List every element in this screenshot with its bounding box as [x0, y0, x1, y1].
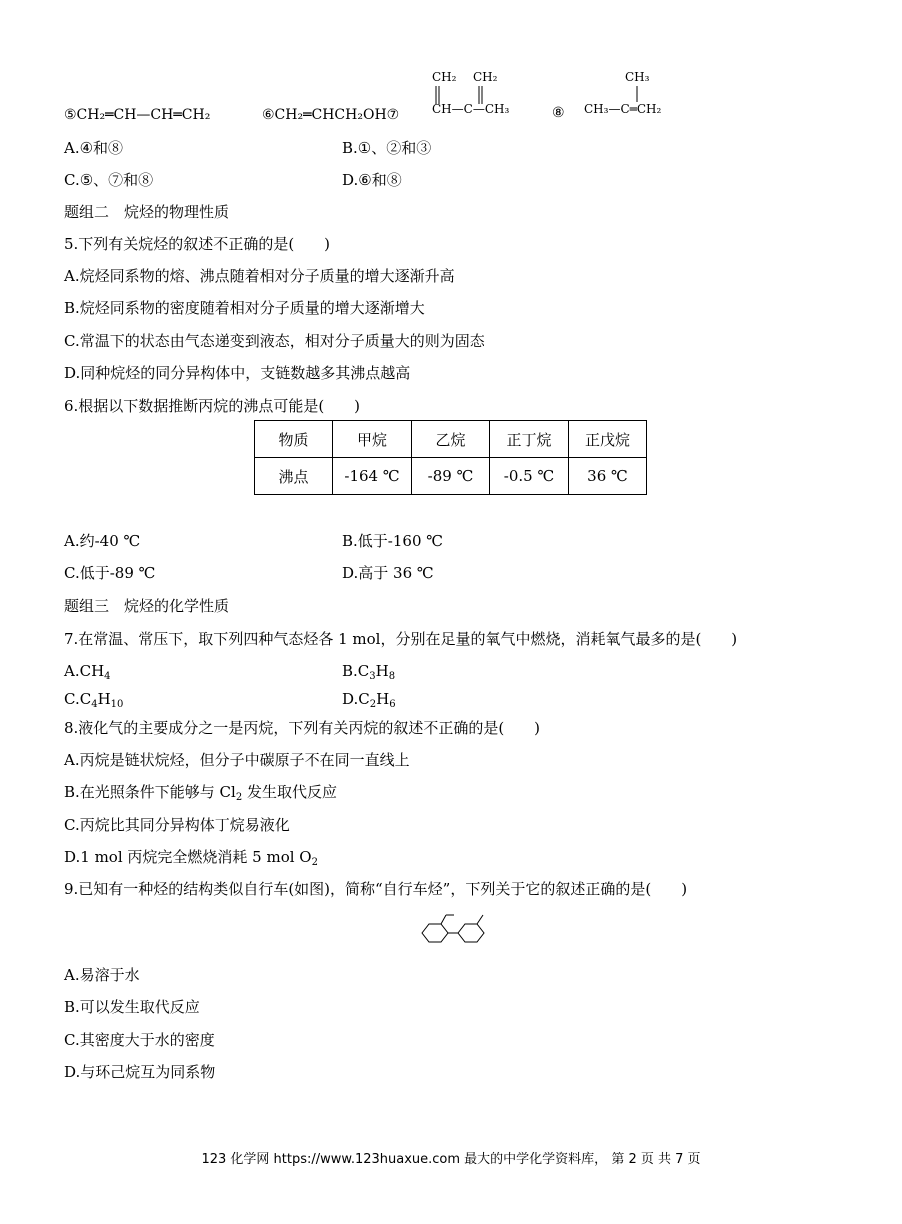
- subscript: 2: [369, 699, 377, 710]
- q7-option-c-text: C.C: [64, 690, 92, 708]
- subscript: 4: [91, 699, 98, 710]
- table-cell: 正戊烷: [569, 421, 647, 458]
- group2-title: 题组二 烷烃的物理性质: [64, 203, 230, 221]
- q7-option-d: [342, 689, 396, 715]
- page-footer: 123 化学网 https://www.123huaxue.com 最大的中学化学资料库， 第 2 页 共 7 页: [201, 1152, 701, 1167]
- q9-option-d: D.与环己烷互为同系物: [64, 1063, 216, 1081]
- q6-stem: 6.根据以下数据推断丙烷的沸点可能是( ): [64, 397, 361, 415]
- table-cell: 沸点: [255, 458, 333, 495]
- formula-5: ⑤CH₂═CH—CH═CH₂: [64, 107, 211, 123]
- q7-option-d-text: D.C: [342, 690, 370, 708]
- q8-option-b: [64, 782, 337, 808]
- q7-option-c-text: H: [97, 690, 111, 708]
- q9-option-a: A.易溶于水: [64, 966, 140, 984]
- table-header-row: [255, 421, 647, 458]
- formula-8-number: ⑧: [552, 105, 565, 121]
- table-cell: 36 ℃: [569, 458, 647, 495]
- q4-option-d: D.⑥和⑧: [342, 171, 402, 189]
- q6-option-c: C.低于-89 ℃: [64, 564, 156, 582]
- q9-option-c: C.其密度大于水的密度: [64, 1031, 215, 1049]
- subscript: 3: [369, 671, 376, 682]
- formula-6: ⑥CH₂═CHCH₂OH⑦: [262, 107, 400, 123]
- formula-7-main: CH—C—CH₃: [432, 102, 510, 116]
- q8-stem: 8.液化气的主要成分之一是丙烷，下列有关丙烷的叙述不正确的是( ): [64, 719, 541, 737]
- q5-option-d: D.同种烷烃的同分异构体中，支链数越多其沸点越高: [64, 364, 411, 382]
- subscript: 4: [104, 671, 111, 682]
- table-cell: -89 ℃: [412, 458, 490, 495]
- table-cell: 乙烷: [412, 421, 490, 458]
- q7-option-b-text: B.C: [342, 662, 370, 680]
- formula-8-main: CH₃—C═CH₂: [584, 102, 662, 116]
- table-row: [255, 458, 647, 495]
- subscript: 6: [389, 699, 396, 710]
- table-cell: 甲烷: [333, 421, 412, 458]
- q5-option-a: A.烷烃同系物的熔、沸点随着相对分子质量的增大逐渐升高: [64, 267, 455, 285]
- q7-option-a: [64, 661, 111, 687]
- subscript: 2: [235, 792, 243, 803]
- table-cell: -164 ℃: [333, 458, 412, 495]
- q4-option-c: C.⑤、⑦和⑧: [64, 171, 154, 189]
- q8-option-b-text: 发生取代反应: [242, 783, 337, 801]
- formula-8-top: CH₃: [625, 70, 650, 84]
- q4-option-b: B.①、②和③: [342, 139, 432, 157]
- q7-option-d-text: H: [376, 690, 390, 708]
- q7-option-c: [64, 689, 123, 715]
- q5-option-c: C.常温下的状态由气态递变到液态，相对分子质量大的则为固态: [64, 332, 485, 350]
- q9-option-b: B.可以发生取代反应: [64, 998, 200, 1016]
- q6-option-a: A.约-40 ℃: [64, 532, 141, 550]
- q5-stem: 5.下列有关烷烃的叙述不正确的是( ): [64, 235, 331, 253]
- q5-option-b: B.烷烃同系物的密度随着相对分子质量的增大逐渐增大: [64, 299, 425, 317]
- table-cell: -0.5 ℃: [490, 458, 569, 495]
- q4-option-a: A.④和⑧: [64, 139, 124, 157]
- table-cell: 物质: [255, 421, 333, 458]
- formula-7-top-right: CH₂: [473, 70, 498, 84]
- q8-option-d-text: D.1 mol 丙烷完全燃烧消耗 5 mol O: [64, 848, 312, 866]
- q6-option-b: B.低于-160 ℃: [342, 532, 444, 550]
- q7-option-b: [342, 661, 395, 687]
- q8-option-a: A.丙烷是链状烷烃，但分子中碳原子不在同一直线上: [64, 751, 410, 769]
- formula-7-top-left: CH₂: [432, 70, 457, 84]
- q9-stem: 9.已知有一种烃的结构类似自行车(如图)，简称“自行车烃”，下列关于它的叙述正确的是( ): [64, 880, 688, 898]
- q6-option-d: D.高于 36 ℃: [342, 564, 434, 582]
- boiling-point-table: [254, 420, 647, 495]
- q8-option-b-text: B.在光照条件下能够与 Cl: [64, 783, 236, 801]
- q7-option-a-text: A.CH: [64, 662, 105, 680]
- subscript: 2: [311, 857, 318, 868]
- q7-option-b-text: H: [375, 662, 389, 680]
- subscript: 8: [388, 671, 396, 682]
- q8-option-c: C.丙烷比其同分异构体丁烷易液化: [64, 816, 290, 834]
- bicycle-hydrocarbon-structure: [416, 910, 490, 956]
- q8-option-d: [64, 847, 318, 873]
- subscript: 10: [110, 699, 124, 710]
- table-cell: 正丁烷: [490, 421, 569, 458]
- q7-stem: 7.在常温、常压下，取下列四种气态烃各 1 mol，分别在足量的氧气中燃烧，消耗氧气最多的是( ): [64, 630, 738, 648]
- group3-title: 题组三 烷烃的化学性质: [64, 597, 230, 615]
